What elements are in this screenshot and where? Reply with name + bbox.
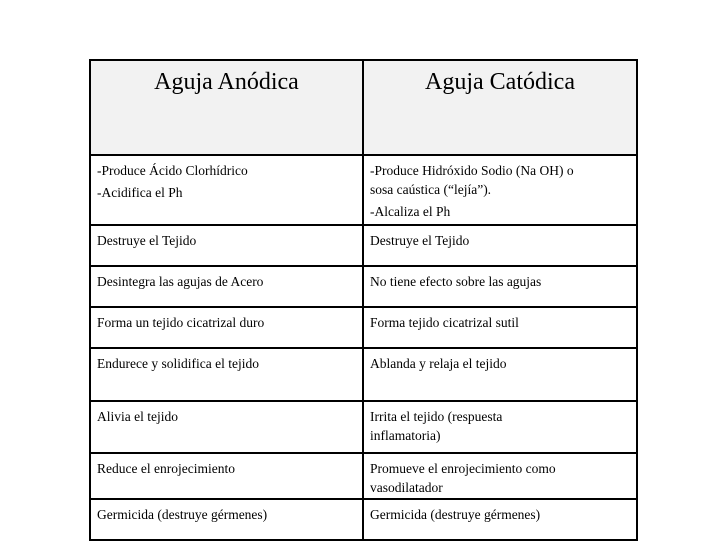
cell-catodica: [363, 307, 637, 348]
cell-catodica: [363, 266, 637, 307]
table-header: [90, 60, 637, 155]
table-row: [90, 401, 637, 453]
table-row: [90, 266, 637, 307]
header-catodica: Aguja Catódica: [363, 60, 637, 155]
cell-anodica: [90, 348, 363, 401]
cell-line: -Produce Ácido Clorhídrico: [97, 163, 248, 178]
cell-line: -Produce Hidróxido Sodio (Na OH) o: [370, 163, 574, 178]
cell-line: Destruye el Tejido: [370, 233, 470, 248]
cell-line: Desintegra las agujas de Acero: [97, 274, 264, 289]
table-row: [90, 499, 637, 540]
cell-anodica: [90, 307, 363, 348]
cell-line: inflamatoria): [370, 428, 441, 443]
header-anodica: Aguja Anódica: [90, 60, 363, 155]
table-row: [90, 307, 637, 348]
cell-line: Reduce el enrojecimiento: [97, 461, 235, 476]
cell-catodica: [363, 453, 637, 499]
table-row: [90, 225, 637, 266]
cell-catodica: [363, 499, 637, 540]
cell-line: Endurece y solidifica el tejido: [97, 356, 259, 371]
table-row: [90, 348, 637, 401]
cell-line: Germicida (destruye gérmenes): [97, 507, 268, 522]
cell-line: No tiene efecto sobre las agujas: [370, 274, 542, 289]
cell-line: Irrita el tejido (respuesta: [370, 409, 503, 424]
cell-line: Forma un tejido cicatrizal duro: [97, 315, 265, 330]
cell-line: vasodilatador: [370, 480, 443, 495]
cell-line: Ablanda y relaja el tejido: [370, 356, 507, 371]
cell-anodica: [90, 155, 363, 225]
cell-line: Germicida (destruye gérmenes): [370, 507, 541, 522]
cell-catodica: [363, 348, 637, 401]
cell-catodica: [363, 401, 637, 453]
cell-line: -Acidifica el Ph: [97, 185, 183, 200]
cell-anodica: [90, 225, 363, 266]
cell-line: Forma tejido cicatrizal sutil: [370, 315, 519, 330]
header-row: [90, 60, 637, 155]
cell-line: Promueve el enrojecimiento como: [370, 461, 556, 476]
table-row: [90, 155, 637, 225]
cell-line: Alivia el tejido: [97, 409, 178, 424]
cell-line: Destruye el Tejido: [97, 233, 197, 248]
table-body: [90, 155, 637, 540]
cell-line: sosa caústica (“lejía”).: [370, 182, 492, 197]
comparison-table: [89, 59, 638, 541]
cell-anodica: [90, 266, 363, 307]
cell-anodica: [90, 401, 363, 453]
cell-anodica: [90, 453, 363, 499]
cell-line: -Alcaliza el Ph: [370, 204, 451, 219]
cell-catodica: [363, 225, 637, 266]
table-row: [90, 453, 637, 499]
cell-anodica: [90, 499, 363, 540]
cell-catodica: [363, 155, 637, 225]
